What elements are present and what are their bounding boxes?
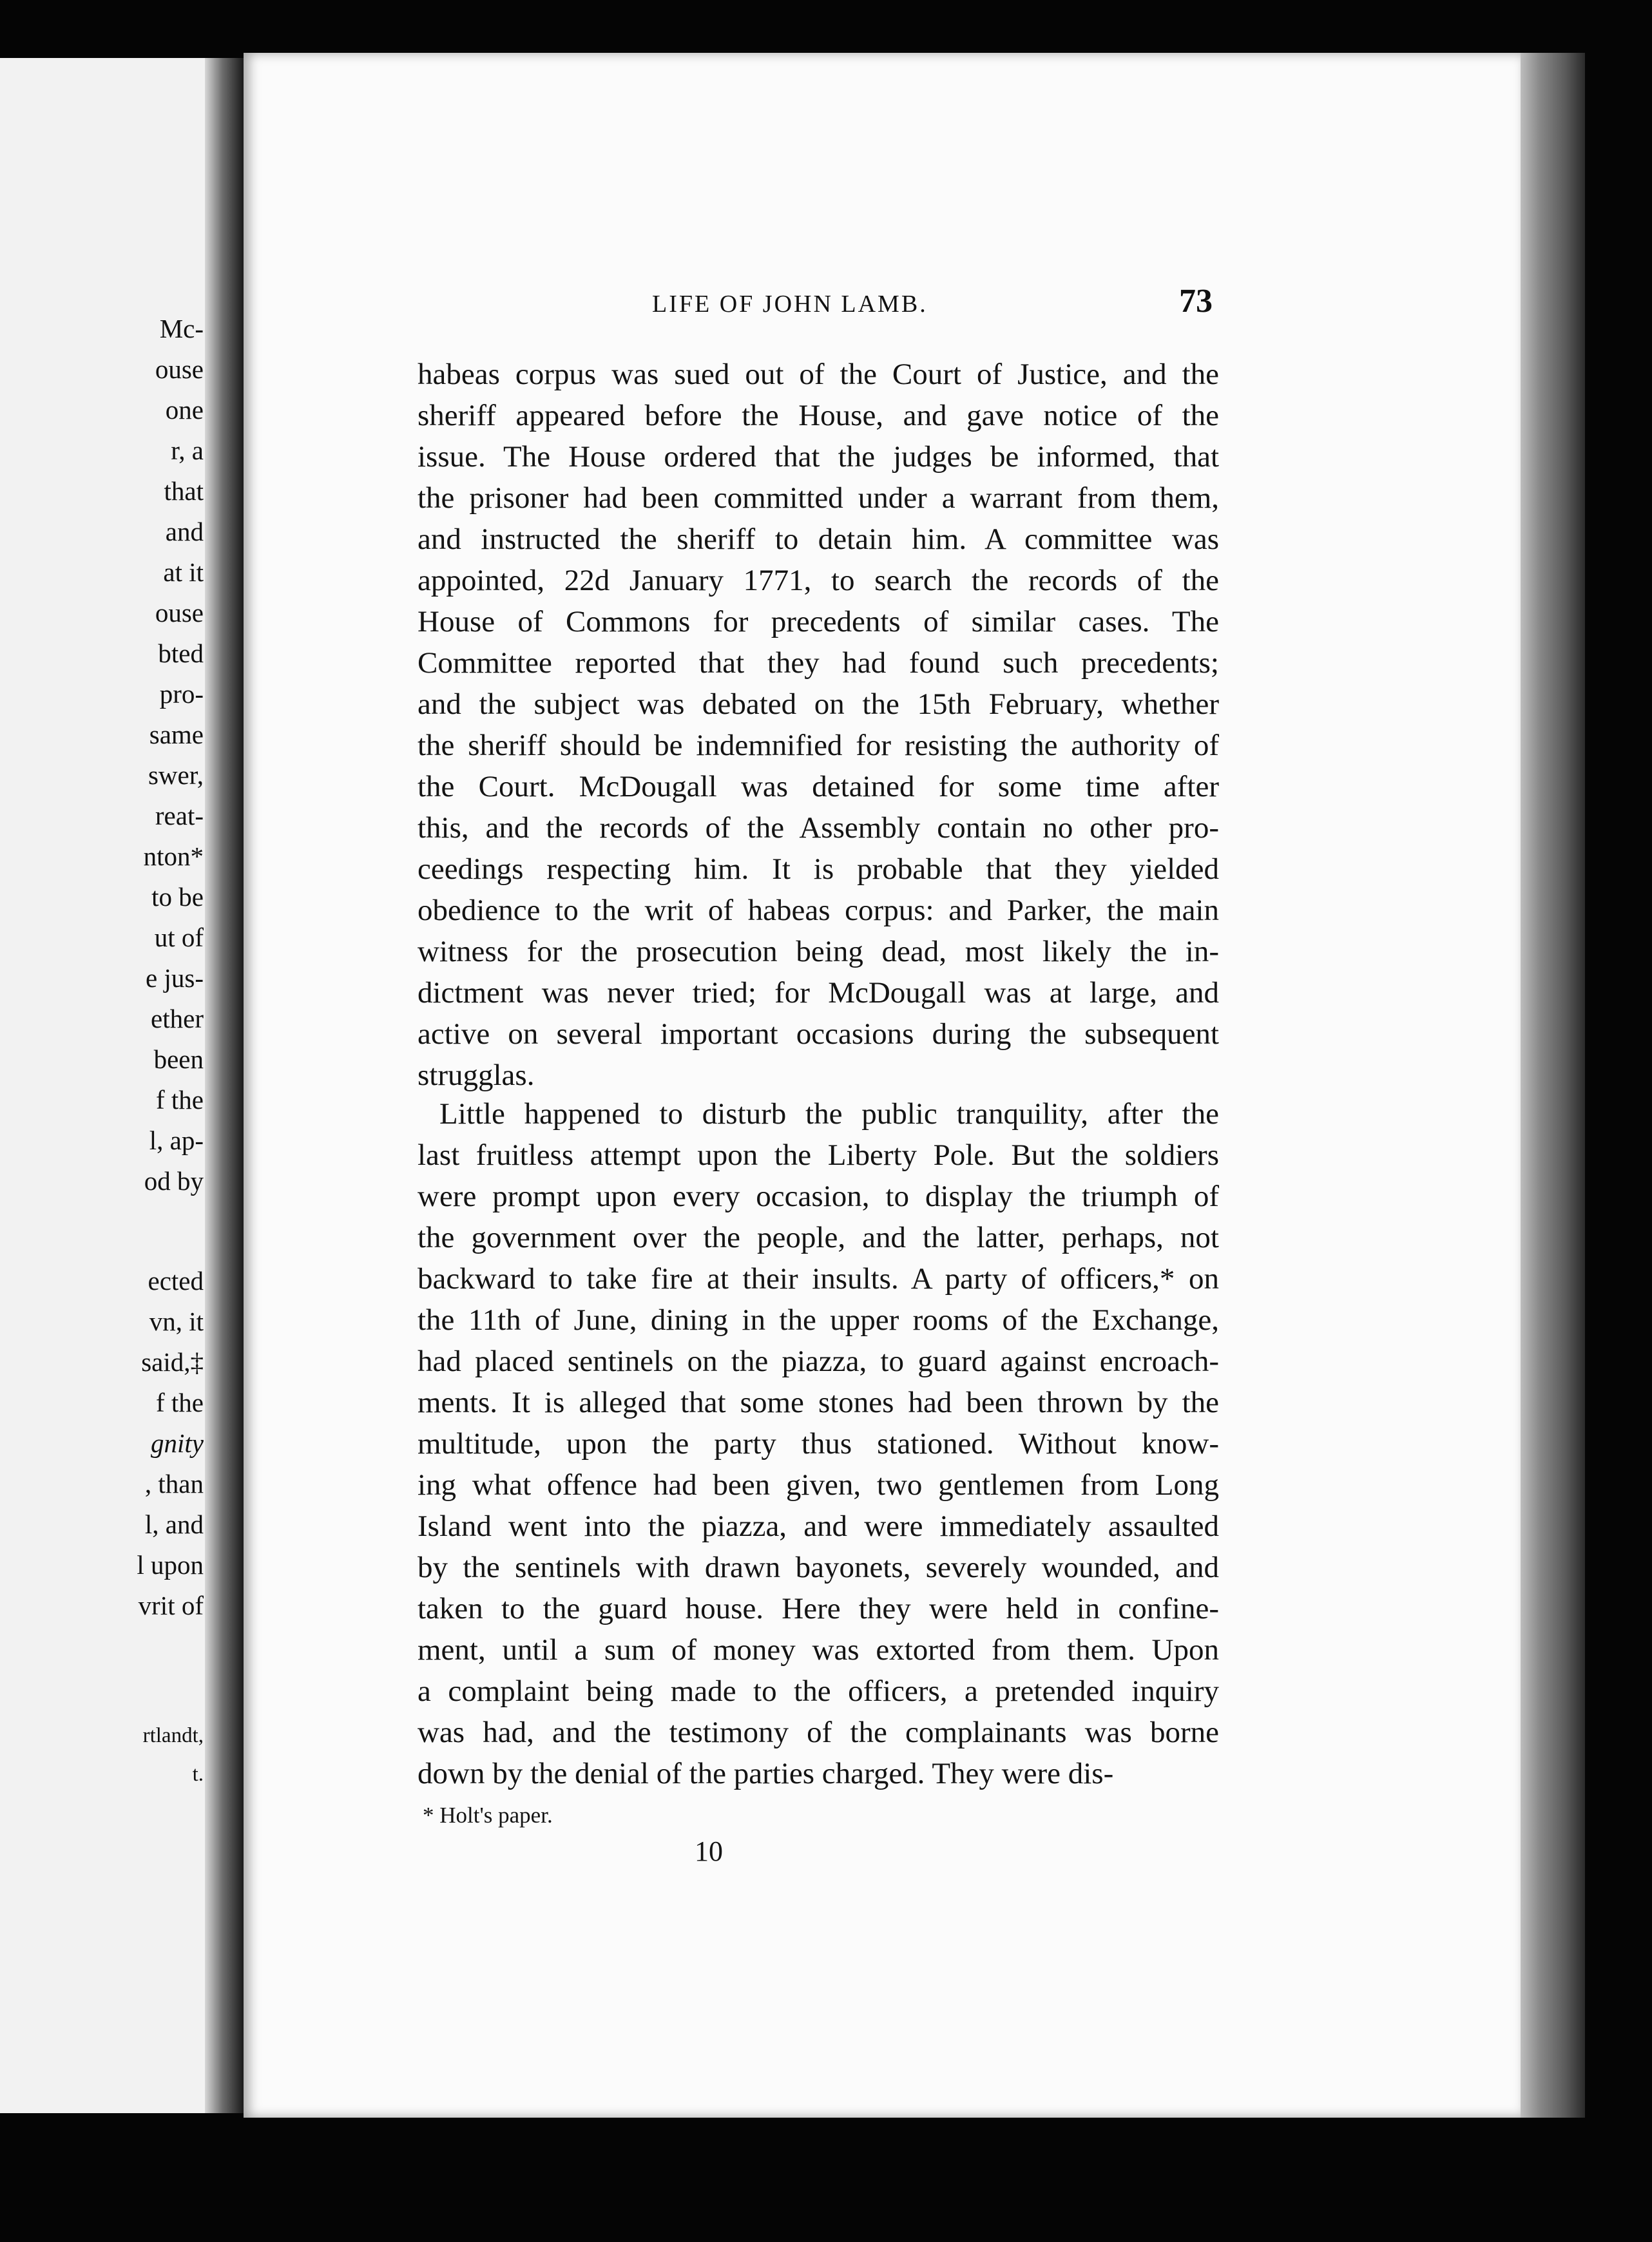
text-line: backward to take fire at their insults. A party of officers,* on bbox=[418, 1262, 1219, 1296]
text-line: down by the denial of the parties charged. They were dis- bbox=[418, 1757, 1114, 1790]
text-line: this, and the records of the Assembly contain no other pro- bbox=[418, 811, 1219, 845]
page-number: 73 bbox=[1179, 283, 1213, 320]
left-page-line: vrit of bbox=[138, 1591, 204, 1620]
left-page-line: ut of bbox=[154, 923, 204, 952]
left-facing-page bbox=[0, 58, 227, 2113]
left-page-line: same bbox=[149, 720, 204, 749]
text-line: Island went into the piazza, and were immediately assaulted bbox=[418, 1509, 1219, 1543]
running-title: LIFE OF JOHN LAMB. bbox=[652, 291, 928, 318]
left-page-line: vn, it bbox=[149, 1307, 204, 1336]
book-gutter bbox=[205, 58, 244, 2113]
text-line: the prisoner had been committed under a warrant from them, bbox=[418, 481, 1219, 515]
text-line: had placed sentinels on the piazza, to guard against encroach- bbox=[418, 1345, 1219, 1378]
text-line: a complaint being made to the officers, a pretended inquiry bbox=[418, 1674, 1219, 1708]
left-page-line: od by bbox=[144, 1166, 204, 1196]
left-page-line: said,‡ bbox=[141, 1347, 204, 1377]
left-page-line: ouse bbox=[155, 598, 204, 628]
text-line: witness for the prosecution being dead, most likely the in- bbox=[418, 935, 1219, 968]
text-line: ceedings respecting him. It is probable that they yielded bbox=[418, 852, 1219, 886]
left-page-line: bted bbox=[158, 638, 204, 668]
left-page-line: ected bbox=[148, 1266, 204, 1296]
left-page-line: reat- bbox=[155, 801, 204, 830]
text-line: dictment was never tried; for McDougall was at large, and bbox=[418, 976, 1219, 1010]
signature-mark: 10 bbox=[695, 1835, 723, 1867]
text-line: habeas corpus was sued out of the Court of Justice, and the bbox=[418, 358, 1219, 391]
text-line: appointed, 22d January 1771, to search the records of the bbox=[418, 564, 1219, 597]
left-page-footnote: rtlandt, bbox=[142, 1724, 204, 1747]
left-page-line: Mc- bbox=[159, 314, 204, 343]
left-page-line: pro- bbox=[159, 679, 204, 709]
text-line: active on several important occasions during the subsequent bbox=[418, 1017, 1219, 1051]
left-page-footnote: t. bbox=[192, 1763, 204, 1786]
text-line: last fruitless attempt upon the Liberty Pole. But the soldiers bbox=[418, 1138, 1219, 1172]
left-page-line: l upon bbox=[137, 1550, 204, 1580]
left-page-line: f the bbox=[156, 1085, 204, 1115]
left-page-line: swer, bbox=[148, 760, 204, 790]
left-page-line: gnity bbox=[151, 1428, 204, 1458]
left-page-line: l, and bbox=[144, 1509, 204, 1539]
footnote: * Holt's paper. bbox=[423, 1803, 553, 1828]
text-line: sheriff appeared before the House, and gave notice of the bbox=[418, 399, 1219, 432]
left-page-line: one bbox=[165, 395, 204, 425]
left-page-line: r, a bbox=[171, 436, 204, 465]
left-page-line: l, ap- bbox=[149, 1126, 204, 1155]
left-page-line: at it bbox=[163, 557, 204, 587]
text-line: the sheriff should be indemnified for resisting the authority of bbox=[418, 729, 1219, 762]
text-line: strugglas. bbox=[418, 1059, 535, 1092]
left-page-line: to be bbox=[151, 882, 204, 912]
text-line: Little happened to disturb the public tranquility, after the bbox=[439, 1097, 1219, 1131]
text-line: and instructed the sheriff to detain him. A committee was bbox=[418, 522, 1219, 556]
text-line: ment, until a sum of money was extorted from them. Upon bbox=[418, 1633, 1219, 1667]
left-page-line: nton* bbox=[143, 841, 204, 871]
text-line: by the sentinels with drawn bayonets, severely wounded, and bbox=[418, 1551, 1219, 1584]
text-line: the 11th of June, dining in the upper rooms of the Exchange, bbox=[418, 1303, 1219, 1337]
left-page-line: ether bbox=[151, 1004, 204, 1033]
text-line: ments. It is alleged that some stones had been thrown by the bbox=[418, 1386, 1219, 1419]
left-page-line: , than bbox=[144, 1469, 204, 1499]
text-line: House of Commons for precedents of similar cases. The bbox=[418, 605, 1219, 638]
left-page-line: and bbox=[165, 517, 204, 546]
text-line: was had, and the testimony of the complainants was borne bbox=[418, 1716, 1219, 1749]
text-line: ing what offence had been given, two gentlemen from Long bbox=[418, 1468, 1219, 1502]
left-page-line: e jus- bbox=[146, 963, 204, 993]
text-line: the Court. McDougall was detained for some time after bbox=[418, 770, 1219, 803]
text-line: multitude, upon the party thus stationed. Without know- bbox=[418, 1427, 1219, 1461]
text-line: taken to the guard house. Here they were held in confine- bbox=[418, 1592, 1219, 1625]
left-page-line: f the bbox=[156, 1388, 204, 1417]
text-line: issue. The House ordered that the judges be informed, that bbox=[418, 440, 1219, 474]
text-line: the government over the people, and the latter, perhaps, not bbox=[418, 1221, 1219, 1254]
left-page-line: ouse bbox=[155, 354, 204, 384]
page-edge bbox=[1521, 53, 1585, 2118]
text-line: obedience to the writ of habeas corpus: and Parker, the main bbox=[418, 894, 1219, 927]
text-line: were prompt upon every occasion, to display the triumph of bbox=[418, 1180, 1219, 1213]
text-line: and the subject was debated on the 15th February, whether bbox=[418, 687, 1219, 721]
left-page-line: that bbox=[164, 476, 204, 506]
left-page-line: been bbox=[153, 1044, 204, 1074]
text-line: Committee reported that they had found such precedents; bbox=[418, 646, 1219, 680]
